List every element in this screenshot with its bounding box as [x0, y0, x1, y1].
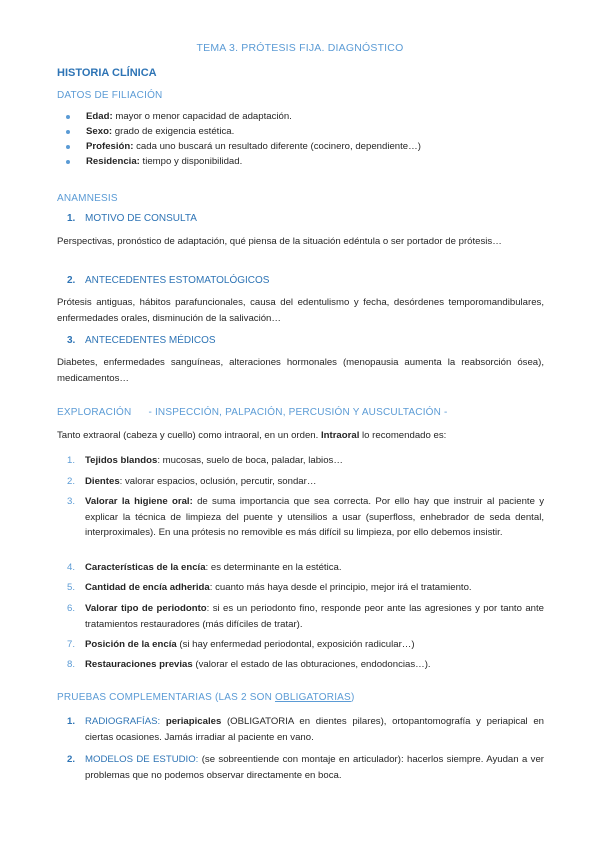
item-term: Edad:	[86, 111, 113, 122]
heading-exploracion	[57, 407, 448, 418]
item-text: (se sobreentiende con montaje en articulador): hacerlos siempre. Ayudan a ver problemas que no podemos observar directamente en boca.	[85, 754, 544, 781]
item-text: : cuanto más haya desde el principio, mejor irá el tratamiento.	[209, 582, 472, 593]
item-term: Residencia:	[86, 156, 140, 167]
intro-bold: Intraoral	[320, 430, 360, 441]
item-label: RADIOGRAFÍAS:	[85, 716, 166, 727]
item-number: 1.	[67, 716, 76, 727]
item-term: Características de la encía	[85, 562, 206, 573]
item-number: 2.	[67, 754, 76, 765]
item-text: grado de exigencia estética.	[112, 126, 235, 137]
item-term: Tejidos blandos	[85, 455, 158, 466]
item-term: Valorar tipo de periodonto	[85, 603, 207, 614]
heading-pruebas-complementarias	[57, 692, 354, 703]
item-text: cada uno buscará un resultado diferente (cocinero, dependiente…)	[133, 141, 421, 152]
item-term: Valorar la higiene oral:	[85, 496, 193, 507]
heading-text: PRUEBAS COMPLEMENTARIAS (LAS 2 SON	[57, 692, 275, 703]
item-number: 5.	[67, 582, 76, 593]
bullet-icon	[66, 130, 70, 134]
intro-text-end: lo recomendado es:	[359, 430, 447, 441]
paragraph-exploracion-intro	[57, 428, 446, 444]
bullet-icon	[66, 145, 70, 149]
item-number: 6.	[67, 603, 76, 614]
section-number: 3.	[67, 335, 76, 346]
item-number: 2.	[67, 476, 76, 487]
item-text: de suma importancia que sea correcta. Por ello hay que instruir al paciente y explicar la técnica de limpieza del puente y utensilios a usar (superfloss, enhebrador de seda dental, interproximales). En una prótesis no removible es más difícil su limpieza, por ello debemos insistir.	[85, 496, 544, 538]
intro-text: Tanto extraoral (cabeza y cuello) como intraoral, en un orden.	[57, 430, 321, 441]
section-title: ANTECEDENTES MÉDICOS	[85, 335, 216, 346]
heading-underlined: OBLIGATORIAS	[274, 692, 351, 703]
item-term: Restauraciones previas	[85, 659, 193, 670]
item-text: mayor o menor capacidad de adaptación.	[112, 111, 292, 122]
item-number: 8.	[67, 659, 76, 670]
item-term: Profesión:	[86, 141, 134, 152]
item-text: : mucosas, suelo de boca, paladar, labios…	[157, 455, 343, 466]
item-number: 3.	[67, 496, 76, 507]
heading-text-end: )	[350, 692, 355, 703]
item-number: 7.	[67, 639, 76, 650]
item-text: (OBLIGATORIA en dientes pilares), ortopantomografía y periapical en ciertas ocasiones. Jamás irradiar al paciente en vano.	[85, 716, 545, 743]
section-number: 2.	[67, 275, 76, 286]
item-term: Posición de la encía	[85, 639, 177, 650]
heading-exploracion-subtitle: - INSPECCIÓN, PALPACIÓN, PERCUSIÓN Y AUSCULTACIÓN -	[148, 407, 448, 418]
section-number: 1.	[67, 213, 76, 224]
bullet-icon	[66, 160, 70, 164]
item-number: 4.	[67, 562, 76, 573]
heading-exploracion-label: EXPLORACIÓN	[57, 407, 132, 418]
item-text: (valorar el estado de las obturaciones, endodoncias…).	[192, 659, 431, 670]
paragraph-motivo-consulta: Perspectivas, pronóstico de adaptación, qué piensa de la situación edéntula o ser portador de prótesis…	[57, 236, 502, 247]
item-term: Dientes	[85, 476, 120, 487]
heading-anamnesis: ANAMNESIS	[57, 193, 118, 204]
heading-historia-clinica: HISTORIA CLÍNICA	[57, 67, 157, 79]
item-text: : si es un periodonto fino, responde peor ante las agresiones y por tanto ante tratamientos restauradores (más difíciles de tratar).	[85, 603, 545, 630]
item-text: (si hay enfermedad periodontal, exposición radicular…)	[176, 639, 415, 650]
item-bold: periapicales	[165, 716, 222, 727]
item-number: 1.	[67, 455, 76, 466]
paragraph-antecedentes-medicos: Diabetes, enfermedades sanguíneas, alteraciones hormonales (menopausia aumenta la reabsorción ósea), medicamentos…	[57, 357, 544, 384]
item-term: Sexo:	[86, 126, 113, 137]
section-title: MOTIVO DE CONSULTA	[85, 213, 197, 224]
paragraph-antecedentes-estomatologicos: Prótesis antiguas, hábitos parafuncionales, causa del edentulismo y fecha, desórdenes temporomandibulares, enfermedades orales, disminución de la salivación…	[57, 297, 544, 324]
heading-datos-filiacion: DATOS DE FILIACIÓN	[57, 90, 163, 101]
item-text: : valorar espacios, oclusión, percutir, sondar…	[119, 476, 317, 487]
document-title: TEMA 3. PRÓTESIS FIJA. DIAGNÓSTICO	[196, 42, 404, 54]
item-term: Cantidad de encía adherida	[85, 582, 210, 593]
bullet-icon	[66, 115, 70, 119]
item-label: MODELOS DE ESTUDIO:	[85, 754, 199, 765]
item-text: tiempo y disponibilidad.	[139, 156, 243, 167]
item-text: : es determinante en la estética.	[205, 562, 342, 573]
section-title: ANTECEDENTES ESTOMATOLÓGICOS	[85, 275, 270, 286]
